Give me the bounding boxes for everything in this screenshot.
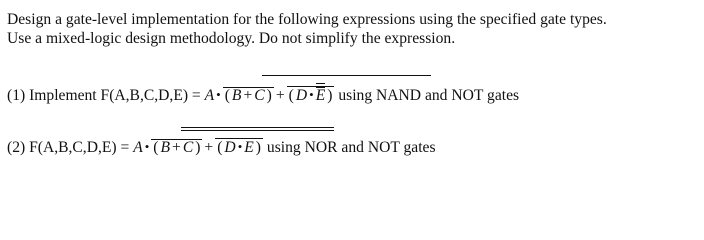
var-e-double-complement: E: [315, 87, 326, 104]
problem-1-prefix: (1) Implement F(A,B,C,D,E) =: [7, 87, 205, 104]
group-d-dot-e: [215, 137, 263, 158]
var-a: A: [204, 87, 215, 104]
and-dot: •: [237, 139, 243, 154]
paren-close: ): [255, 139, 261, 156]
var-c: C: [182, 139, 194, 156]
var-d: D: [295, 87, 308, 104]
and-dot: •: [309, 87, 314, 102]
paren-open: (: [217, 139, 223, 156]
paren-open: (: [153, 139, 159, 156]
paren-open: (: [224, 87, 230, 104]
var-a: A: [133, 139, 143, 156]
problem-1-suffix: using NAND and NOT gates: [338, 87, 520, 104]
problem-2-expression: [133, 137, 263, 158]
and-dot: •: [144, 139, 150, 154]
overbar-2b: [181, 130, 334, 131]
problem-1-expression: [205, 85, 335, 106]
paren-close: ): [195, 139, 201, 156]
var-e: E: [244, 139, 254, 156]
paren-close: ): [266, 87, 272, 104]
problem-2-prefix: (2) F(A,B,C,D,E) =: [7, 139, 134, 156]
plus-sign: +: [243, 87, 253, 104]
plus-sign: +: [172, 139, 181, 156]
problem-2: [7, 137, 436, 158]
problem-2-suffix: using NOR and NOT gates: [266, 139, 436, 156]
plus-sign: +: [275, 87, 285, 104]
group-d-dot-e: [287, 85, 335, 106]
plus-sign: +: [204, 139, 214, 156]
paren-open: (: [288, 87, 294, 104]
var-b-complement: B: [160, 139, 171, 156]
var-b-complement: B: [231, 87, 242, 104]
overbar-1: [262, 75, 431, 76]
group-b-plus-c: [151, 138, 202, 158]
instruction-line-1: Design a gate-level implementation for the following expressions using the specified gate types.: [7, 11, 607, 28]
var-d: D: [224, 139, 236, 156]
overbar-2a: [181, 127, 334, 128]
var-c: C: [254, 87, 265, 104]
problem-1: [7, 85, 519, 106]
instruction-line-2: Use a mixed-logic design methodology. Do not simplify the expression.: [7, 30, 456, 47]
group-b-plus-c: [223, 86, 274, 106]
paren-close: ): [327, 87, 333, 104]
and-dot: •: [216, 87, 221, 102]
